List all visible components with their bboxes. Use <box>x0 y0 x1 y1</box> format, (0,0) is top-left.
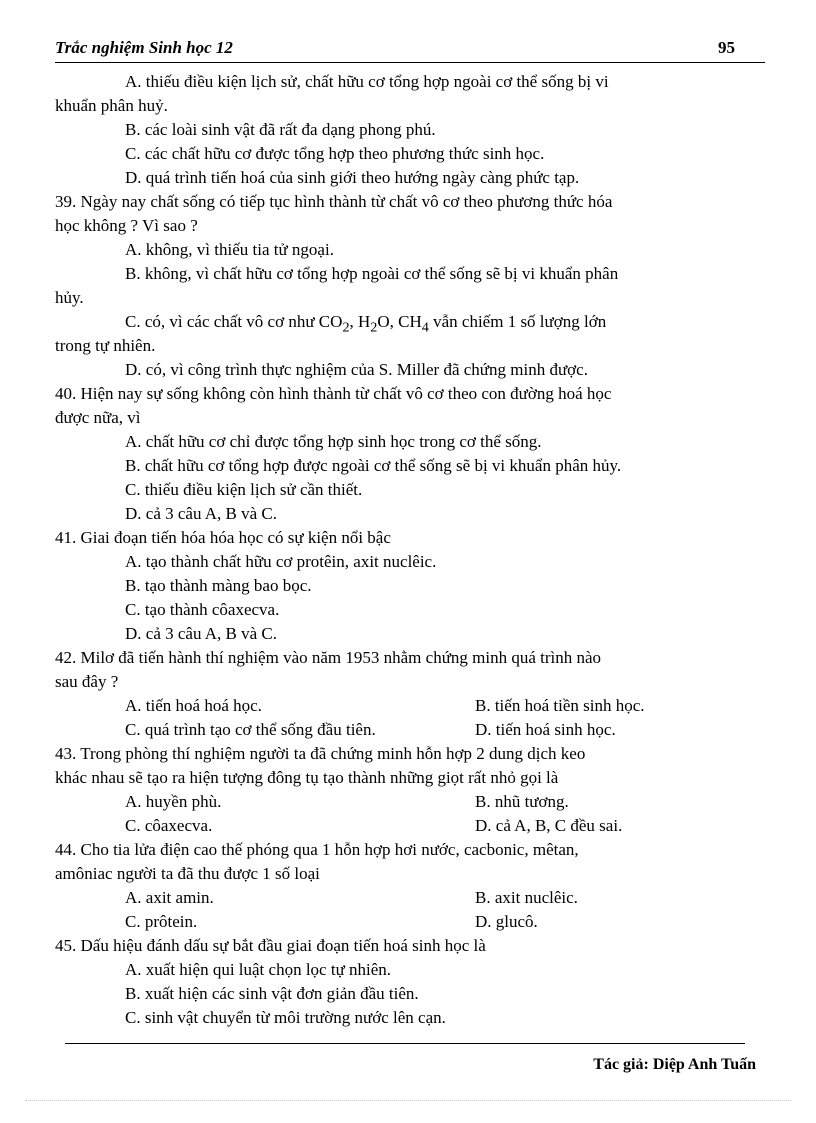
q45-option-a: A. xuất hiện qui luật chọn lọc tự nhiên. <box>125 960 392 979</box>
q38-option-d: D. quá trình tiến hoá của sinh giới theo hướng ngày càng phức tạp. <box>125 168 580 187</box>
q38-option-b: B. các loài sinh vật đã rất đa dạng phong phú. <box>125 120 436 139</box>
q41-question: 41. Giai đoạn tiến hóa hóa học có sự kiện nổi bậc <box>55 528 391 547</box>
q39-option-d: D. có, vì công trình thực nghiệm của S. Miller đã chứng minh được. <box>125 360 588 379</box>
q42-options-row1 <box>55 694 761 718</box>
q41-option-b: B. tạo thành màng bao bọc. <box>125 576 312 595</box>
q42-question-line2: sau đây ? <box>55 672 119 691</box>
q39-c-text-3: O, CH <box>377 312 422 331</box>
q41-option-c: C. tạo thành côaxecva. <box>125 600 280 619</box>
q44-question-line1: 44. Cho tia lửa điện cao thế phóng qua 1 hỗn hợp hơi nước, cacbonic, mêtan, <box>55 840 579 859</box>
q42-question-line1: 42. Milơ đã tiến hành thí nghiệm vào năm 1953 nhằm chứng minh quá trình nào <box>55 648 602 667</box>
q39-option-a: A. không, vì thiếu tia tử ngoại. <box>125 240 334 259</box>
q39-c-text-4: vẫn chiếm 1 số lượng lớn <box>428 312 607 331</box>
document-body <box>55 70 761 1030</box>
q39-c-text-2: , H <box>349 312 371 331</box>
q43-option-c: C. côaxecva. <box>125 816 213 835</box>
footer-author: Tác giả: Diệp Anh Tuấn <box>593 1056 756 1073</box>
q40-question-line2: được nữa, vì <box>55 408 141 427</box>
page-bottom-border <box>25 1100 791 1101</box>
q41-option-d: D. cả 3 câu A, B và C. <box>125 624 278 643</box>
q40-option-d: D. cả 3 câu A, B và C. <box>125 504 278 523</box>
q43-option-b: B. nhũ tương. <box>475 792 569 811</box>
q42-option-b: B. tiến hoá tiền sinh học. <box>475 696 645 715</box>
q43-options-row2 <box>55 814 761 838</box>
q43-options-row1 <box>55 790 761 814</box>
q44-option-c: C. prôtein. <box>125 912 198 931</box>
q43-question-line2: khác nhau sẽ tạo ra hiện tượng đông tụ tạo thành những giọt rất nhỏ gọi là <box>55 768 559 787</box>
q43-question-line1: 43. Trong phòng thí nghiệm người ta đã chứng minh hỗn hợp 2 dung dịch keo <box>55 744 586 763</box>
q44-option-b: B. axit nuclêic. <box>475 888 578 907</box>
q40-question-line1: 40. Hiện nay sự sống không còn hình thành từ chất vô cơ theo con đường hoá học <box>55 384 612 403</box>
header-title: Trắc nghiệm Sinh học 12 <box>55 38 233 57</box>
q39-c-sub-2a: 2 <box>342 319 350 334</box>
q40-option-b: B. chất hữu cơ tổng hợp được ngoài cơ thể sống sẽ bị vi khuẩn phân hủy. <box>125 456 622 475</box>
footer-divider <box>65 1043 745 1044</box>
q42-options-row2 <box>55 718 761 742</box>
page-header <box>55 38 765 63</box>
q39-c-sub-4: 4 <box>421 319 429 334</box>
q42-option-a: A. tiến hoá hoá học. <box>125 696 262 715</box>
q42-option-d: D. tiến hoá sinh học. <box>475 720 616 739</box>
q41-option-a: A. tạo thành chất hữu cơ protêin, axit nuclêic. <box>125 552 437 571</box>
q38-option-a-line2: khuẩn phân huỷ. <box>55 96 168 115</box>
q39-option-b-line2: hủy. <box>55 288 84 307</box>
q44-option-d: D. glucô. <box>475 912 538 931</box>
q44-options-row2 <box>55 910 761 934</box>
q45-option-c: C. sinh vật chuyển từ môi trường nước lên cạn. <box>125 1008 446 1027</box>
q44-options-row1 <box>55 886 761 910</box>
q39-c-text-1: C. có, vì các chất vô cơ như CO <box>125 312 343 331</box>
q39-question-line1: 39. Ngày nay chất sống có tiếp tục hình thành từ chất vô cơ theo phương thức hóa <box>55 192 613 211</box>
q38-option-a-line1: A. thiếu điều kiện lịch sử, chất hữu cơ tổng hợp ngoài cơ thể sống bị vi <box>125 72 609 91</box>
q45-option-b: B. xuất hiện các sinh vật đơn giản đầu tiên. <box>125 984 419 1003</box>
q39-option-c-line2: trong tự nhiên. <box>55 336 156 355</box>
q44-question-line2: amôniac người ta đã thu được 1 số loại <box>55 864 320 883</box>
q39-c-sub-2b: 2 <box>370 319 378 334</box>
q44-option-a: A. axit amin. <box>125 888 214 907</box>
q40-option-a: A. chất hữu cơ chỉ được tổng hợp sinh học trong cơ thể sống. <box>125 432 542 451</box>
q42-option-c: C. quá trình tạo cơ thể sống đầu tiên. <box>125 720 376 739</box>
page-number: 95 <box>718 38 735 57</box>
q39-option-c-line1 <box>55 310 761 334</box>
q40-option-c: C. thiếu điều kiện lịch sử cần thiết. <box>125 480 363 499</box>
q39-option-b-line1: B. không, vì chất hữu cơ tổng hợp ngoài cơ thể sống sẽ bị vi khuẩn phân <box>125 264 619 283</box>
q45-question: 45. Dấu hiệu đánh dấu sự bắt đầu giai đoạn tiến hoá sinh học là <box>55 936 486 955</box>
q38-option-c: C. các chất hữu cơ được tổng hợp theo phương thức sinh học. <box>125 144 545 163</box>
q39-question-line2: học không ? Vì sao ? <box>55 216 198 235</box>
q43-option-a: A. huyền phù. <box>125 792 222 811</box>
q43-option-d: D. cả A, B, C đều sai. <box>475 816 623 835</box>
